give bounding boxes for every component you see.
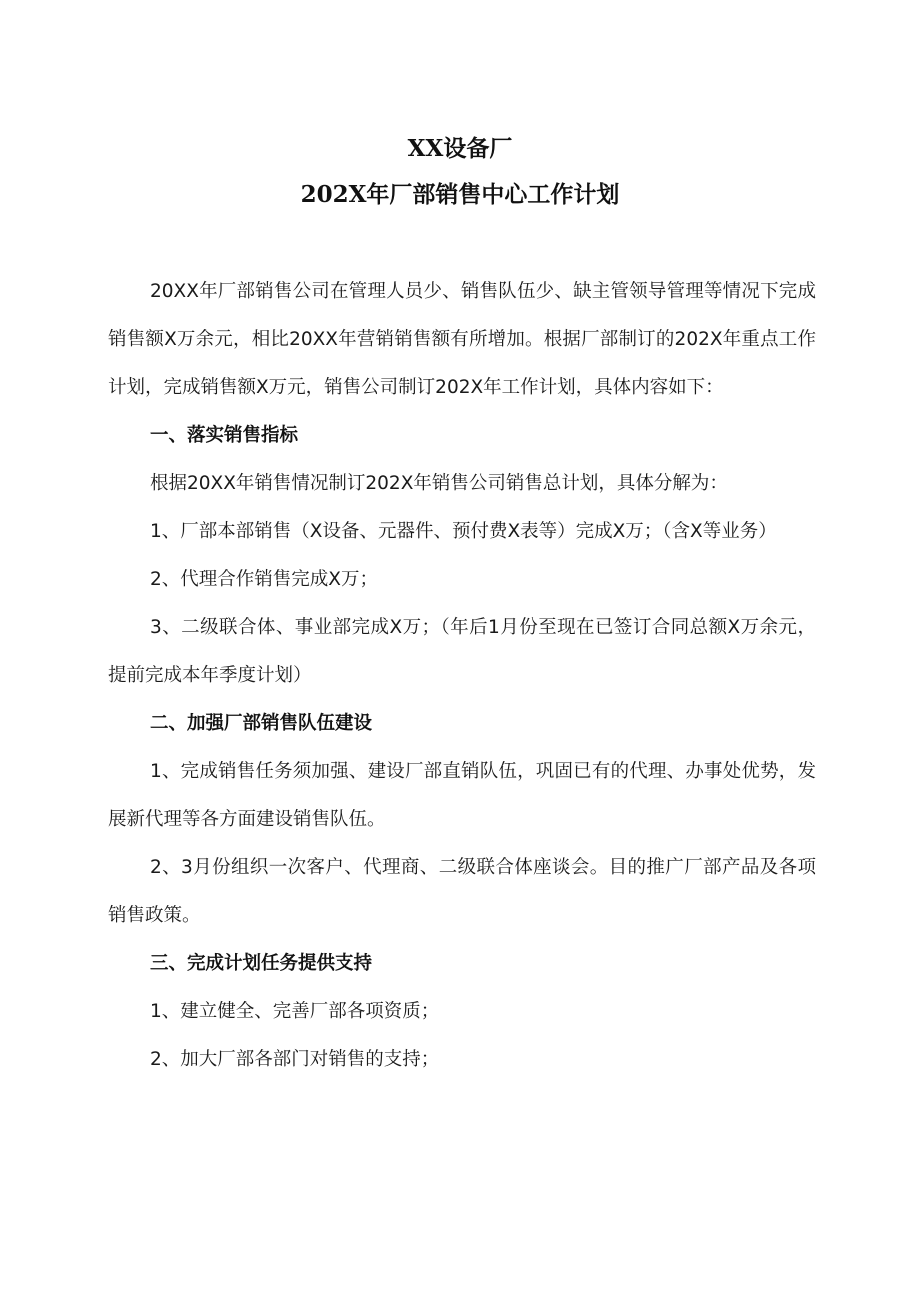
section-1-item: 2、代理合作销售完成X万； — [150, 569, 378, 590]
section-heading-1: 一、落实销售指标 — [150, 425, 299, 446]
section-1-item: 1、厂部本部销售（X设备、元器件、预付费X表等）完成X万；（含X等业务） — [150, 521, 777, 542]
section-1-paragraph: 根据20XX年销售情况制订202X年销售公司销售总计划，具体分解为： — [150, 473, 728, 494]
company-title: XX设备厂 — [407, 135, 513, 162]
section-2-item: 1、完成销售任务须加强、建设厂部直销队伍，巩固已有的代理、办事处优势，发展新代理等各方面建设销售队伍。 — [108, 761, 816, 830]
section-1-item: 3、二级联合体、事业部完成X万；（年后1月份至现在已签订合同总额X万余元，提前完成本年季度计划） — [108, 617, 816, 686]
section-3-item: 2、加大厂部各部门对销售的支持； — [150, 1049, 440, 1070]
section-heading-2: 二、加强厂部销售队伍建设 — [150, 713, 373, 734]
plan-title: 202X年厂部销售中心工作计划 — [300, 181, 620, 208]
intro-paragraph: 20XX年厂部销售公司在管理人员少、销售队伍少、缺主管领导管理等情况下完成销售额X万余元，相比20XX年营销销售额有所增加。根据厂部制订的202X年重点工作计划，完成销售额X万元，销售公司制订202X年工作计划，具体内容如下： — [108, 281, 816, 398]
section-3-item: 1、建立健全、完善厂部各项资质； — [150, 1001, 440, 1022]
document-body — [108, 268, 816, 1084]
section-heading-3: 三、完成计划任务提供支持 — [150, 953, 373, 974]
section-2-item: 2、3月份组织一次客户、代理商、二级联合体座谈会。目的推广厂部产品及各项销售政策。 — [108, 857, 816, 926]
